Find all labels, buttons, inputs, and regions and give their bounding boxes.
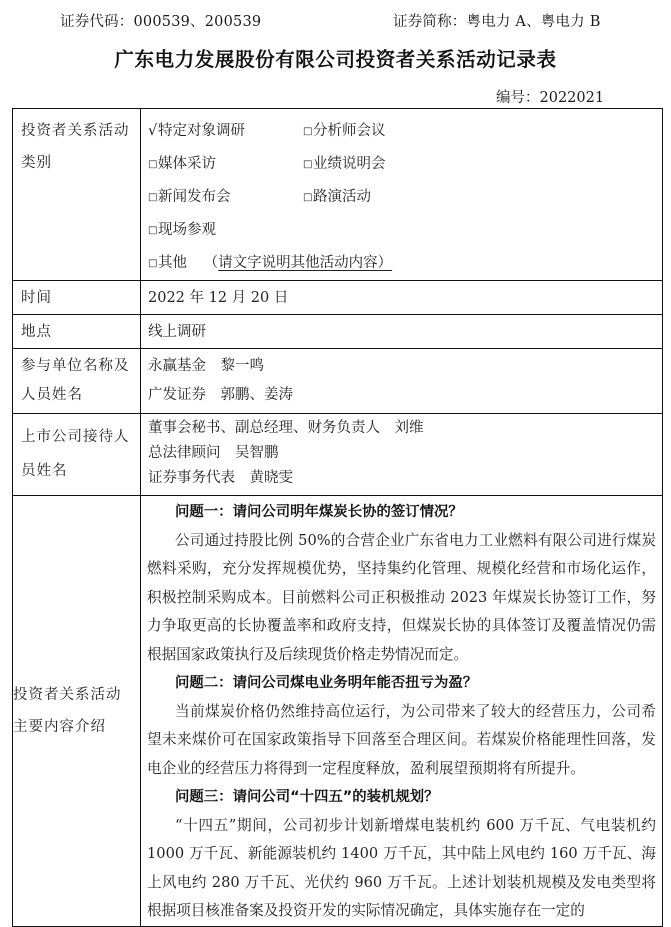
main-content-label-line1: 投资者关系活动 bbox=[13, 686, 122, 703]
option-other[interactable] bbox=[148, 247, 503, 280]
other-note: 请文字说明其他活动内容） bbox=[218, 255, 393, 271]
option-label: 路演活动 bbox=[313, 189, 371, 205]
answer-3: “十四五”期间，公司初步计划新增煤电装机约 600 万千瓦、气电装机约 1000 万千瓦、新能源装机约 1400 万千瓦，其中陆上风电约 160 万千瓦、海上风电约 280 万千瓦、光伏约 960 万千瓦。上述计划装机规模及发电类型将根据项目核准备案及投资开发的实际情况确定，具体实施存在一定的 bbox=[147, 816, 656, 919]
answer-1: 公司通过持股比例 50%的合营企业广东省电力工业燃料有限公司进行煤炭燃料采购，充分发挥规模优势，坚持集约化管理、规模化经营和市场化运作，积极控制采购成本。目前燃料公司正积极推动 2023 年煤炭长协签订工作，努力争取更高的长协覆盖率和政府支持，但煤炭长协的具体签订及覆盖情况仍需根据国家政策执行及后续现货价格走势情况而定。 bbox=[147, 531, 656, 663]
activity-type-options bbox=[141, 109, 662, 280]
stock-short-name: 证券简称：粤电力 A、粤电力 B bbox=[393, 14, 601, 30]
option-label: 新闻发布会 bbox=[158, 189, 231, 205]
option-label: 其他 bbox=[158, 255, 187, 271]
other-note-open: （ bbox=[203, 255, 219, 271]
checkbox-icon: □ bbox=[303, 192, 313, 203]
row-main-content bbox=[13, 496, 663, 927]
activity-type-label-line2: 类别 bbox=[21, 155, 52, 171]
place-label: 地点 bbox=[21, 324, 52, 340]
row-participants bbox=[13, 349, 663, 414]
checkmark-icon: √ bbox=[148, 123, 158, 139]
main-content-label-line2: 主要内容介绍 bbox=[13, 718, 106, 735]
host-line: 总法律顾问 吴智鹏 bbox=[148, 445, 279, 461]
time-label: 时间 bbox=[21, 290, 52, 306]
option-specific-research[interactable] bbox=[148, 115, 303, 148]
checkbox-icon: □ bbox=[303, 126, 313, 137]
option-label: 分析师会议 bbox=[313, 123, 386, 139]
option-results-briefing[interactable] bbox=[303, 148, 503, 181]
host-line: 证券事务代表 黄晓雯 bbox=[148, 470, 293, 486]
activity-record-table bbox=[12, 108, 663, 927]
activity-type-options-cell bbox=[141, 109, 663, 281]
document-number: 编号：2022021 bbox=[496, 90, 605, 106]
participant-line: 广发证券 郭鹏、姜涛 bbox=[148, 387, 293, 403]
option-media-interview[interactable] bbox=[148, 148, 303, 181]
option-roadshow[interactable] bbox=[303, 181, 503, 214]
main-content-body bbox=[141, 496, 662, 926]
document-title: 广东电力发展股份有限公司投资者关系活动记录表 bbox=[114, 48, 557, 71]
participant-line: 永赢基金 黎一鸣 bbox=[148, 358, 264, 374]
time-value: 2022 年 12 月 20 日 bbox=[148, 290, 289, 306]
hosts-label-line2: 员姓名 bbox=[21, 463, 68, 479]
question-2: 问题二：请问公司煤电业务明年能否扭亏为盈？ bbox=[175, 675, 478, 691]
option-label: 特定对象调研 bbox=[158, 123, 245, 139]
option-press-conference[interactable] bbox=[148, 181, 303, 214]
option-site-visit[interactable] bbox=[148, 214, 303, 247]
row-hosts bbox=[13, 414, 663, 496]
checkbox-icon: □ bbox=[148, 225, 158, 236]
option-label: 业绩说明会 bbox=[313, 156, 386, 172]
participants-label-line2: 人员姓名 bbox=[21, 387, 83, 403]
checkbox-icon: □ bbox=[303, 159, 313, 170]
checkbox-icon: □ bbox=[148, 258, 158, 269]
option-label: 现场参观 bbox=[158, 222, 216, 238]
row-place bbox=[13, 315, 663, 349]
row-time bbox=[13, 281, 663, 315]
participants-label-line1: 参与单位名称及 bbox=[21, 358, 130, 374]
place-value: 线上调研 bbox=[148, 324, 206, 340]
question-3: 问题三：请问公司“十四五”的装机规划？ bbox=[175, 789, 439, 805]
main-content-label-cell bbox=[13, 496, 141, 927]
option-analyst-meeting[interactable] bbox=[303, 115, 503, 148]
answer-2: 当前煤炭价格仍然维持高位运行，为公司带来了较大的经营压力，公司希望未来煤价可在国家政策指导下回落至合理区间。若煤炭价格能理性回落，发电企业的经营压力将得到一定程度释放，盈利展望预期将有所提升。 bbox=[147, 702, 656, 777]
activity-type-label-cell bbox=[13, 109, 141, 281]
row-activity-type bbox=[13, 109, 663, 281]
hosts-label-line1: 上市公司接待人 bbox=[21, 429, 130, 445]
option-label: 媒体采访 bbox=[158, 156, 216, 172]
checkbox-icon: □ bbox=[148, 159, 158, 170]
checkbox-icon: □ bbox=[148, 192, 158, 203]
host-line: 董事会秘书、副总经理、财务负责人 刘维 bbox=[148, 420, 424, 436]
activity-type-label-line1: 投资者关系活动 bbox=[21, 123, 130, 139]
question-1: 问题一：请问公司明年煤炭长协的签订情况？ bbox=[175, 504, 463, 520]
stock-code: 证券代码：000539、200539 bbox=[60, 14, 262, 30]
